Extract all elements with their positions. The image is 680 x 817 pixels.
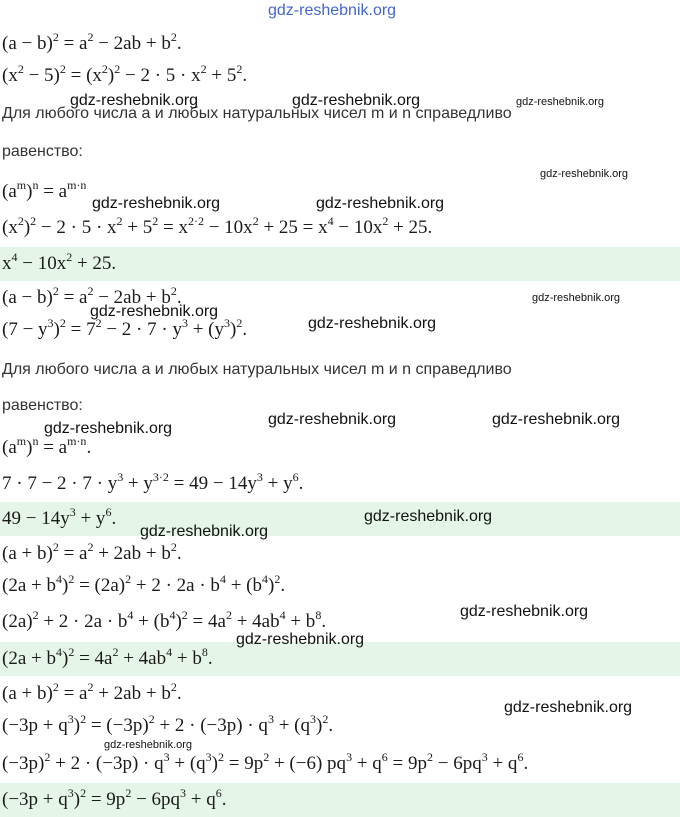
watermark: gdz-reshebnik.org bbox=[460, 603, 589, 620]
watermark: gdz-reshebnik.org bbox=[92, 195, 221, 212]
formula-expand-x2-minus-5: $(x^2 - 5)^2 = (x^2)^2 - 2 \cdot 5 \cdot x^2 + 5^2$. bbox=[2, 62, 248, 86]
watermark: gdz-reshebnik.org bbox=[292, 92, 421, 109]
formula-square-of-sum: $(a + b)^2 = a^2 + 2ab + b^2$. bbox=[2, 540, 182, 564]
answer-2: $49 - 14y^3 + y^6$. bbox=[0, 502, 680, 536]
formula-power-of-power: $(a^m)^n = a^{m\cdot n}$ bbox=[2, 178, 87, 202]
formula-power-of-power-2: $(a^m)^n = a^{m\cdot n}$. bbox=[2, 434, 92, 458]
watermark: gdz-reshebnik.org bbox=[236, 631, 365, 648]
watermark: gdz-reshebnik.org bbox=[504, 699, 633, 716]
watermark: gdz-reshebnik.org bbox=[268, 2, 397, 19]
formula-simplify-x: $(x^2)^2 - 2 \cdot 5 \cdot x^2 + 5^2 = x^{2\cdot 2} - 10x^2 + 25 = x^4 - 10x^2 + 25$. bbox=[2, 214, 433, 238]
watermark: gdz-reshebnik.org bbox=[516, 96, 605, 108]
text-power-rule-intro: Для любого числа a и любых натуральных чисел m и n справедливо bbox=[2, 105, 512, 122]
formula-expand-3p-q3: $(-3p + q^3)^2 = (-3p)^2 + 2 \cdot (-3p) \cdot q^3 + (q^3)^2$. bbox=[2, 712, 334, 736]
watermark: gdz-reshebnik.org bbox=[308, 315, 437, 332]
formula-expand-7-minus-y3: $(7 - y^3)^2 = 7^2 - 2 \cdot 7 \cdot y^3 + (y^3)^2$. bbox=[2, 316, 248, 340]
watermark: gdz-reshebnik.org bbox=[268, 411, 397, 428]
watermark: gdz-reshebnik.org bbox=[104, 739, 193, 751]
formula-square-of-difference: $(a - b)^2 = a^2 - 2ab + b^2$. bbox=[2, 30, 182, 54]
formula-square-of-difference-2: $(a - b)^2 = a^2 - 2ab + b^2$. bbox=[2, 284, 182, 308]
watermark: gdz-reshebnik.org bbox=[492, 411, 621, 428]
watermark: gdz-reshebnik.org bbox=[140, 523, 269, 540]
formula-square-of-sum-2: $(a + b)^2 = a^2 + 2ab + b^2$. bbox=[2, 680, 182, 704]
watermark: gdz-reshebnik.org bbox=[44, 420, 173, 437]
formula-simplify-ab: $(2a)^2 + 2 \cdot 2a \cdot b^4 + (b^4)^2 = 4a^2 + 4ab^4 + b^8$. bbox=[2, 608, 327, 632]
watermark: gdz-reshebnik.org bbox=[70, 92, 199, 109]
answer-4: $(-3p + q^3)^2 = 9p^2 - 6pq^3 + q^6$. bbox=[0, 783, 680, 817]
watermark: gdz-reshebnik.org bbox=[532, 292, 621, 304]
watermark: gdz-reshebnik.org bbox=[364, 508, 493, 525]
watermark: gdz-reshebnik.org bbox=[316, 195, 445, 212]
text-equality-label-2: равенство: bbox=[2, 397, 83, 414]
formula-simplify-pq: $(-3p)^2 + 2 \cdot (-3p) \cdot q^3 + (q^3)^2 = 9p^2 + (-6) pq^3 + q^6 = 9p^2 - 6pq^3 + q^6$. bbox=[2, 750, 529, 774]
text-power-rule-intro-2: Для любого числа a и любых натуральных чисел m и n справедливо bbox=[2, 361, 512, 378]
answer-3: $(2a + b^4)^2 = 4a^2 + 4ab^4 + b^8$. bbox=[0, 642, 680, 676]
formula-simplify-y: $7 \cdot 7 - 2 \cdot 7 \cdot y^3 + y^{3\cdot 2} = 49 - 14y^3 + y^6$. bbox=[2, 470, 304, 494]
watermark: gdz-reshebnik.org bbox=[90, 303, 219, 320]
answer-1: $x^4 - 10x^2 + 25$. bbox=[0, 247, 680, 281]
formula-expand-2a-plus-b4: $(2a + b^4)^2 = (2a)^2 + 2 \cdot 2a \cdot b^4 + (b^4)^2$. bbox=[2, 572, 286, 596]
text-equality-label: равенство: bbox=[2, 143, 83, 160]
watermark: gdz-reshebnik.org bbox=[540, 168, 629, 180]
